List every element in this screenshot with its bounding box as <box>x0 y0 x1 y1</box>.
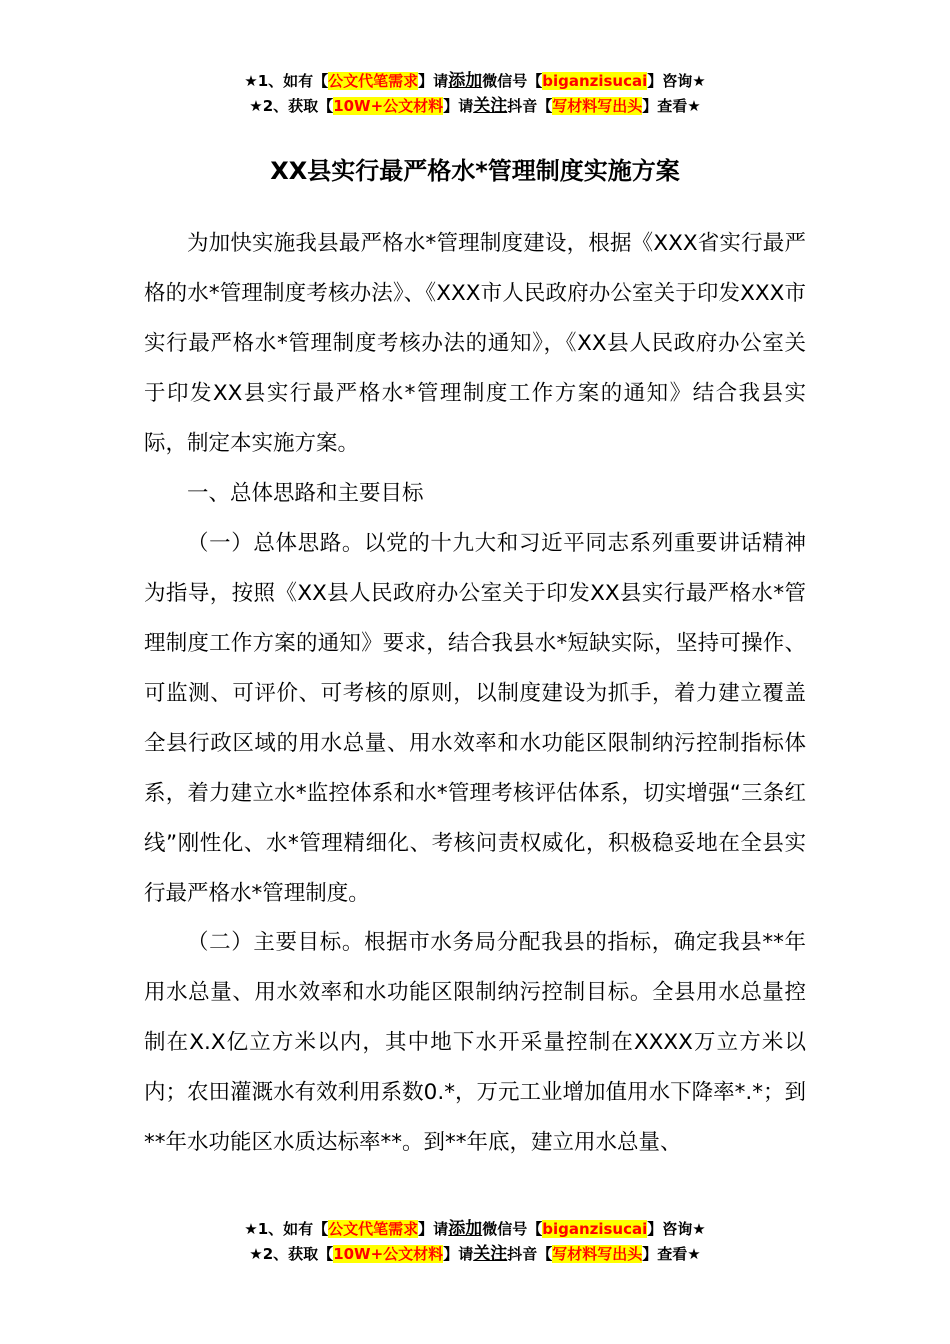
promo-emphasis: 关注 <box>473 96 508 116</box>
promo-wechat-id: biganzisucai <box>542 72 648 90</box>
section-heading-text: 一、总体思路和主要目标 <box>187 481 424 506</box>
promo-text: 抖音【 <box>507 97 553 115</box>
promo-text: 微信号【 <box>482 1220 543 1238</box>
promo-highlight: 10W+公文材料 <box>333 97 444 115</box>
promo-highlight: 公文代笔需求 <box>328 72 419 90</box>
document-title: XX县实行最严格水*管理制度实施方案 <box>270 157 680 185</box>
promo-text: 微信号【 <box>482 72 543 90</box>
promo-line-2 <box>0 94 950 119</box>
promo-highlight: 公文代笔需求 <box>328 1220 419 1238</box>
promo-highlight: 10W+公文材料 <box>333 1245 444 1263</box>
paragraph-intro <box>144 219 806 469</box>
paragraph-text: （二）主要目标。根据市水务局分配我县的指标，确定我县**年用水总量、用水效率和水功能区限制纳污控制目标。全县用水总量控制在X.X亿立方米以内，其中地下水开采量控制在XXXX万立方米以内；农田灌溉水有效利用系数0.*，万元工业增加值用水下降率*.*；到**年水功能区水质达标率**。到**年底，建立用水总量、 <box>144 930 806 1155</box>
paragraph-text: （一）总体思路。以党的十九大和习近平同志系列重要讲话精神为指导，按照《XX县人民政府办公室关于印发XX县实行最严格水*管理制度工作方案的通知》要求，结合我县水*短缺实际，坚持可操作、可监测、可评价、可考核的原则，以制度建设为抓手，着力建立覆盖全县行政区域的用水总量、用水效率和水功能区限制纳污控制指标体系，着力建立水*监控体系和水*管理考核评估体系，切实增强“三条红线”刚性化、水*管理精细化、考核问责权威化，积极稳妥地在全县实行最严格水*管理制度。 <box>144 531 806 906</box>
promo-douyin-id: 写材料写出头 <box>552 1245 643 1263</box>
section-heading <box>144 469 806 519</box>
promo-text: 】请 <box>418 1220 449 1238</box>
paragraph-main-goals <box>144 918 806 1168</box>
promo-text: ★2、获取【 <box>249 97 334 115</box>
top-promo-banner <box>0 69 950 119</box>
promo-text: 】咨询★ <box>647 72 706 90</box>
promo-line-1 <box>0 1217 950 1242</box>
promo-text: 】咨询★ <box>647 1220 706 1238</box>
promo-text: 】查看★ <box>642 97 701 115</box>
promo-emphasis: 关注 <box>473 1244 508 1264</box>
promo-text: 】请 <box>418 72 449 90</box>
promo-text: ★2、获取【 <box>249 1245 334 1263</box>
promo-douyin-id: 写材料写出头 <box>552 97 643 115</box>
promo-text: 】查看★ <box>642 1245 701 1263</box>
bottom-promo-banner <box>0 1217 950 1267</box>
promo-text: 】请 <box>443 97 474 115</box>
promo-line-1 <box>0 69 950 94</box>
promo-text: 】请 <box>443 1245 474 1263</box>
paragraph-general-approach <box>144 519 806 919</box>
promo-wechat-id: biganzisucai <box>542 1220 648 1238</box>
promo-text: 抖音【 <box>507 1245 553 1263</box>
promo-line-2 <box>0 1242 950 1267</box>
paragraph-text: 为加快实施我县最严格水*管理制度建设，根据《XXX省实行最严格的水*管理制度考核办法》、《XXX市人民政府办公室关于印发XXX市实行最严格水*管理制度考核办法的通知》，《XX县人民政府办公室关于印发XX县实行最严格水*管理制度工作方案的通知》结合我县实际，制定本实施方案。 <box>144 231 806 456</box>
promo-emphasis: 添加 <box>448 71 483 91</box>
promo-emphasis: 添加 <box>448 1219 483 1239</box>
promo-text: ★1、如有【 <box>244 1220 329 1238</box>
promo-text: ★1、如有【 <box>244 72 329 90</box>
